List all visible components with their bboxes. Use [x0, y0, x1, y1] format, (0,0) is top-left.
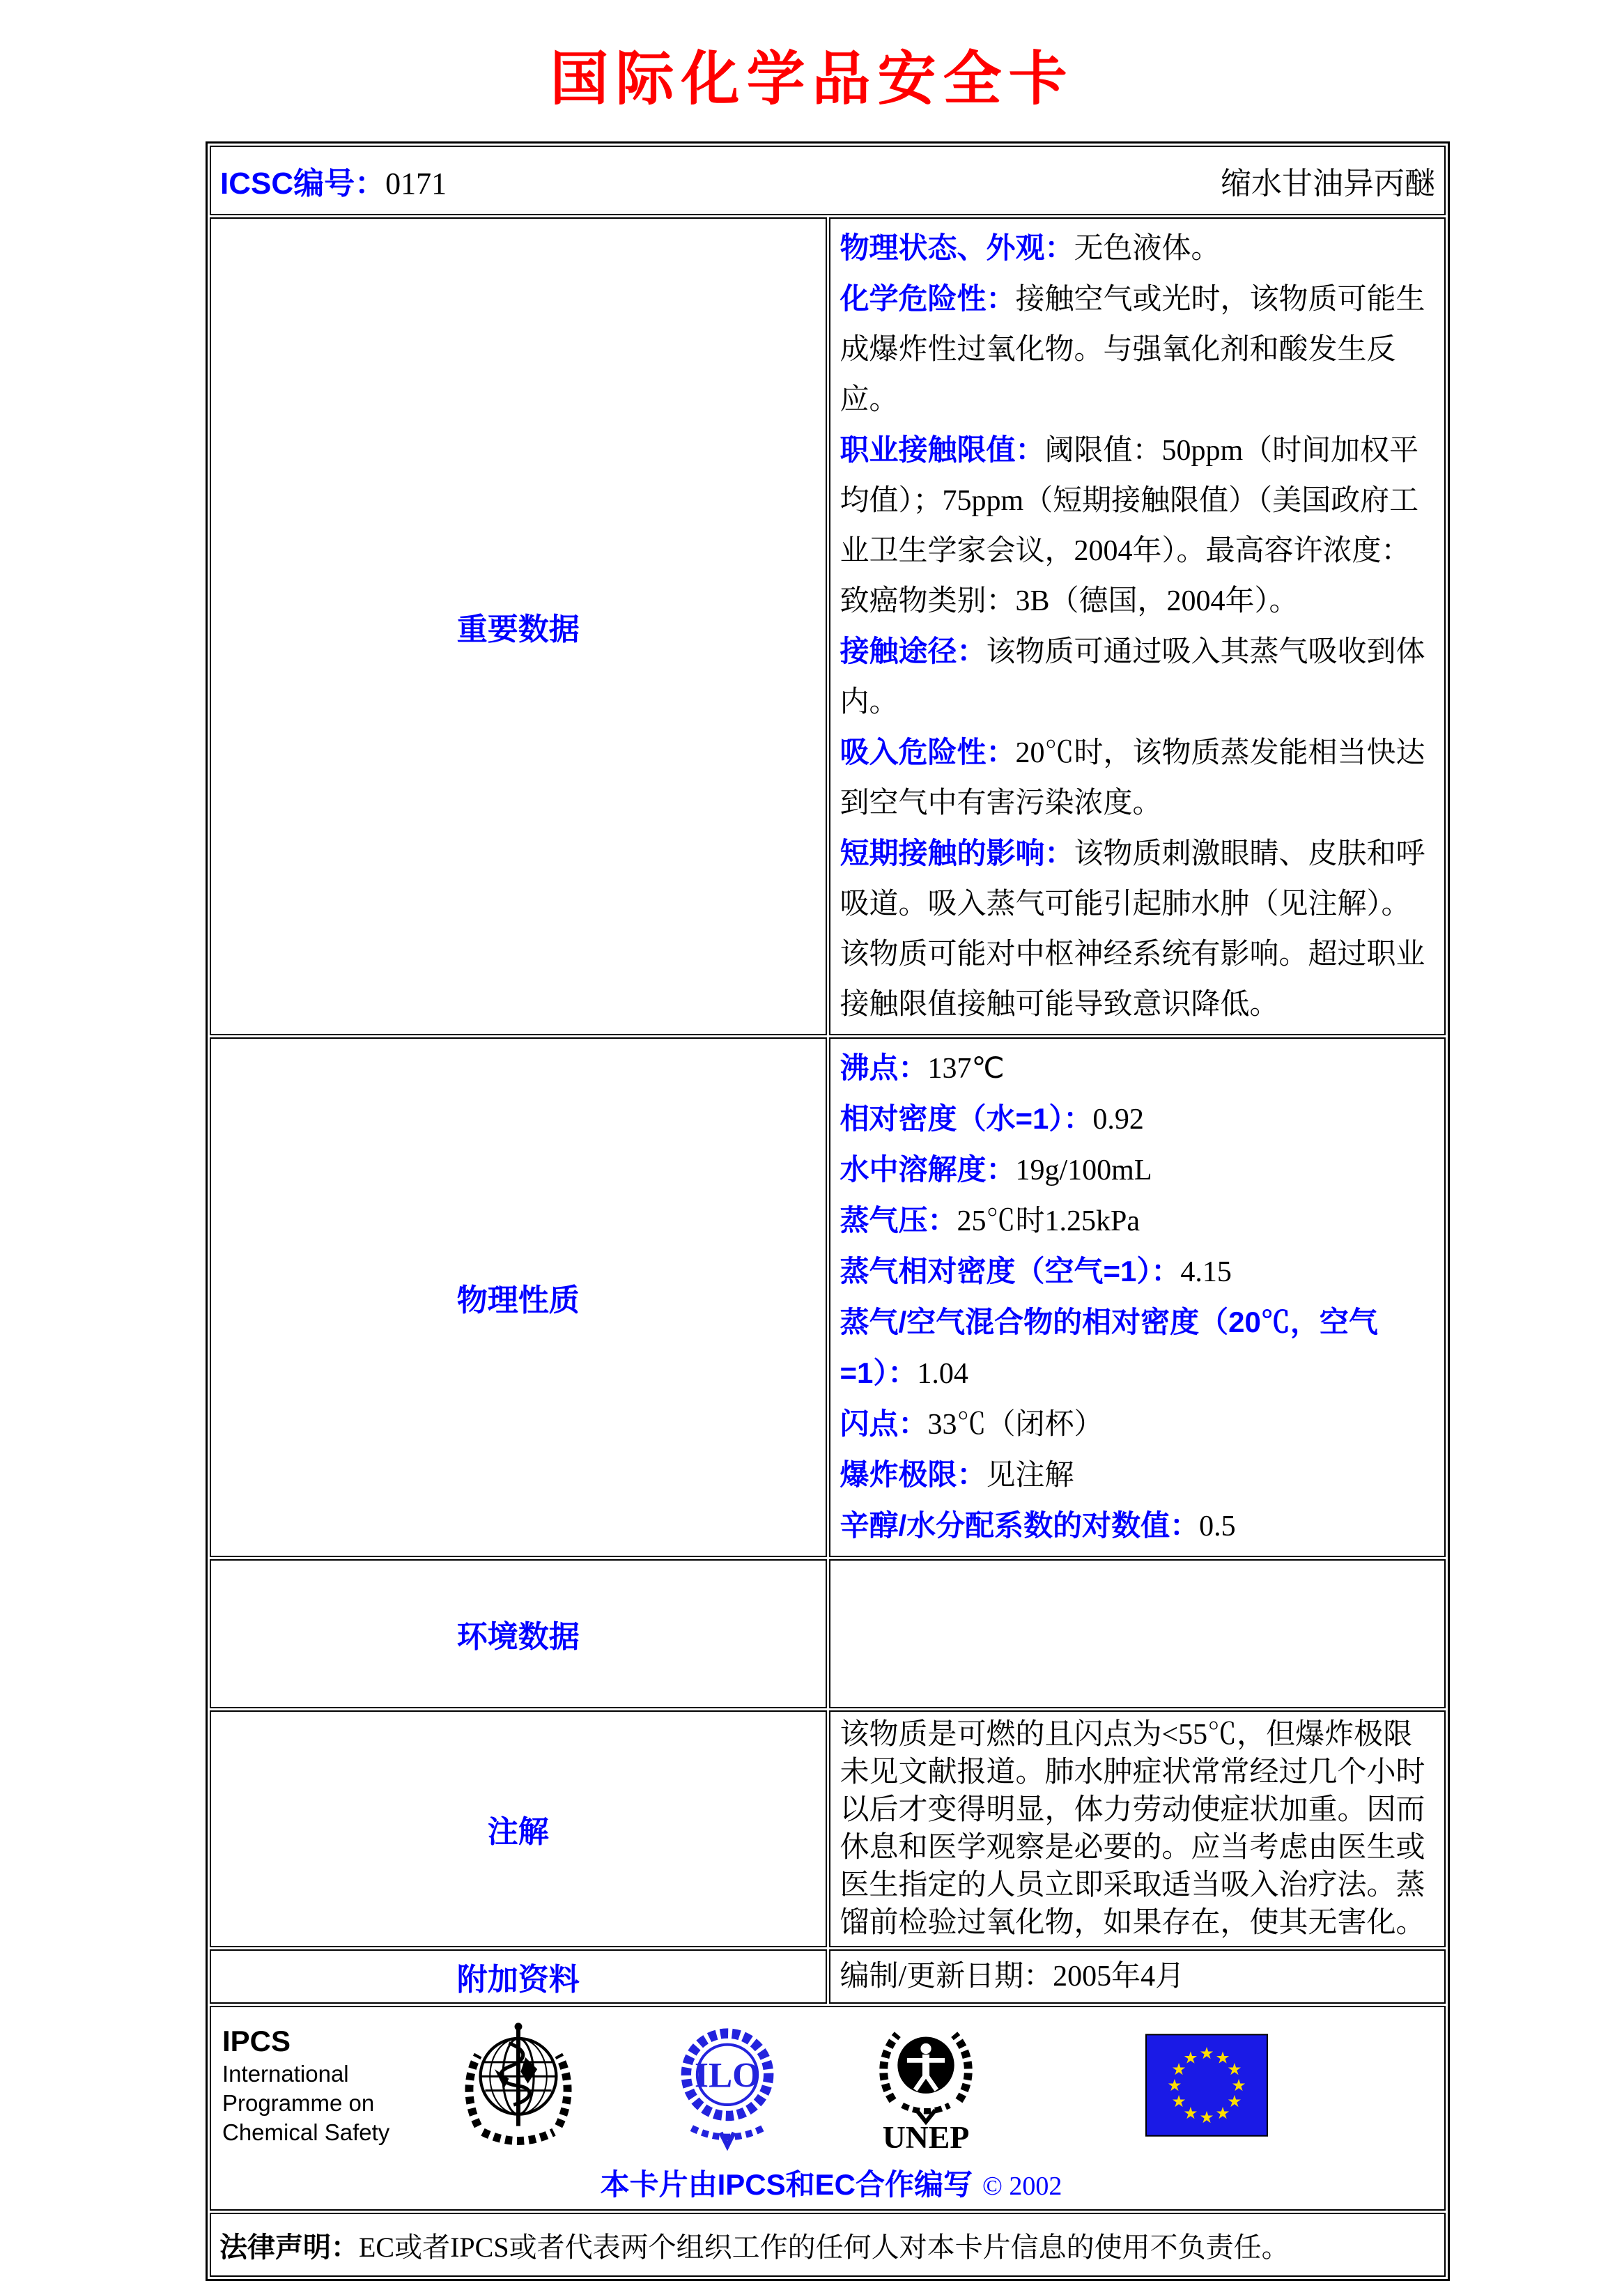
item-label: 辛醇/水分配系数的对数值：: [840, 1509, 1200, 1542]
unep-letters: UNEP: [882, 2119, 970, 2155]
icsc-safety-card-page: [0, 32, 1624, 2278]
item-label: 蒸气压：: [840, 1204, 957, 1237]
important-item: [840, 223, 1435, 274]
additional-info-section-label: 附加资料: [210, 1949, 827, 2004]
item-text: 该物质刺激眼睛、皮肤和呼吸道。吸入蒸气可能引起肺水肿（见注解）。该物质可能对中枢神经系统有影响。超过职业接触限值接触可能导致意识降低。: [840, 838, 1425, 1021]
physical-item: [840, 1094, 1435, 1145]
environmental-data-content: [829, 1559, 1446, 1708]
notes-content: 该物质是可燃的且闪点为<55℃，但爆炸极限未见文献报道。肺水肿症状常常经过几个小时以后才变得明显，体力劳动使症状加重。因而休息和医学观察是必要的。应当考虑由医生或医生指定的人员立即采取适当吸入治疗法。蒸馏前检验过氧化物，如果存在，使其无害化。: [829, 1710, 1446, 1947]
svg-text:★: ★: [1183, 2048, 1198, 2068]
svg-text:★: ★: [1171, 2091, 1186, 2112]
item-label: 沸点：: [840, 1051, 928, 1084]
important-item: [840, 828, 1435, 1030]
svg-text:★: ★: [1199, 2108, 1214, 2128]
physical-item: [840, 1297, 1435, 1399]
item-text: 阈限值：50ppm（时间加权平均值）；75ppm（短期接触限值）（美国政府工业卫生学家会议，2004年）。最高容许浓度：致癌物类别：3B（德国，2004年）。: [840, 435, 1419, 617]
ilo-logo: [672, 2018, 783, 2152]
physical-item: [840, 1450, 1435, 1501]
item-label: 爆炸极限：: [840, 1458, 987, 1491]
svg-text:★: ★: [1199, 2043, 1214, 2064]
header-bar: [212, 158, 1444, 203]
physical-item: [840, 1043, 1435, 1094]
important-item: [840, 425, 1435, 626]
physical-properties-content: [829, 1037, 1446, 1557]
who-logo: [459, 2017, 578, 2154]
item-text: 19g/100mL: [1015, 1154, 1152, 1186]
item-label: 接触途径：: [840, 635, 987, 667]
environmental-data-row: [210, 1559, 1446, 1708]
physical-item: [840, 1501, 1435, 1552]
icsc-number-group: [220, 158, 447, 203]
notes-section-label: 注解: [210, 1710, 827, 1947]
svg-text:★: ★: [1215, 2048, 1230, 2068]
important-item: [840, 274, 1435, 425]
physical-properties-row: [210, 1037, 1446, 1557]
item-text: 接触空气或光时，该物质可能生成爆炸性过氧化物。与强氧化剂和酸发生反应。: [840, 284, 1425, 416]
credit-text: 本卡片由IPCS和EC合作编写: [600, 2168, 973, 2201]
eu-flag: [1145, 2034, 1268, 2137]
svg-text:★: ★: [1215, 2103, 1230, 2124]
item-text: 4.15: [1180, 1256, 1232, 1288]
physical-item: [840, 1399, 1435, 1450]
important-data-row: [210, 217, 1446, 1035]
item-label: 物理状态、外观：: [840, 231, 1074, 264]
item-label: 闪点：: [840, 1407, 928, 1440]
copyright-text: © 2002: [982, 2172, 1062, 2201]
item-label: 相对密度（水=1）：: [840, 1102, 1093, 1135]
page-title: 国际化学品安全卡: [550, 47, 1074, 112]
svg-text:★: ★: [1183, 2103, 1198, 2124]
footer-logos-row: [210, 2006, 1446, 2211]
ipcs-subtitle-line3: Chemical Safety: [222, 2119, 390, 2145]
item-text: 该物质可通过吸入其蒸气吸收到体内。: [840, 636, 1425, 718]
ipcs-title: IPCS: [222, 2025, 291, 2057]
chemical-name: 缩水甘油异丙醚: [1221, 167, 1435, 201]
credit-line: [218, 2162, 1444, 2204]
item-label: 吸入危险性：: [840, 736, 1016, 768]
item-text: 25℃时1.25kPa: [957, 1205, 1140, 1237]
environmental-data-section-label: 环境数据: [210, 1559, 827, 1708]
item-text: 见注解: [986, 1460, 1074, 1492]
important-data-content: [829, 217, 1446, 1035]
svg-text:★: ★: [1167, 2075, 1182, 2096]
item-label: 短期接触的影响：: [840, 837, 1074, 869]
svg-text:★: ★: [1171, 2059, 1186, 2080]
ipcs-subtitle-line2: Programme on: [222, 2090, 375, 2116]
item-text: 20℃时，该物质蒸发能相当快达到空气中有害污染浓度。: [840, 737, 1425, 819]
ilo-letters: ILO: [695, 2055, 760, 2096]
ipcs-text-block: [222, 2023, 417, 2147]
physical-item: [840, 1196, 1435, 1246]
legal-notice-label: 法律声明：: [219, 2232, 359, 2263]
additional-info-row: [210, 1949, 1446, 2004]
notes-row: [210, 1710, 1446, 1947]
physical-item: [840, 1145, 1435, 1196]
item-text: 137℃: [927, 1053, 1005, 1085]
item-text: 无色液体。: [1074, 233, 1221, 265]
important-item: [840, 727, 1435, 828]
item-label: 化学危险性：: [840, 282, 1016, 315]
item-label: 水中溶解度：: [840, 1153, 1016, 1186]
legal-notice-text: EC或者IPCS或者代表两个组织工作的任何人对本卡片信息的使用不负责任。: [359, 2231, 1290, 2263]
logo-row: [218, 2016, 1444, 2155]
item-text: 0.5: [1199, 1510, 1236, 1542]
icsc-number-label: ICSC编号：: [220, 167, 386, 201]
item-label: 蒸气/空气混合物的相对密度（20℃，空气=1）：: [840, 1306, 1378, 1389]
unep-logo: [867, 2016, 985, 2155]
card-container: [206, 141, 1450, 2281]
svg-text:★: ★: [1227, 2091, 1242, 2112]
item-label: 职业接触限值：: [840, 433, 1045, 466]
svg-text:★: ★: [1231, 2075, 1246, 2096]
svg-text:★: ★: [1227, 2059, 1242, 2080]
physical-properties-section-label: 物理性质: [210, 1037, 827, 1557]
header-row: [210, 146, 1446, 215]
item-text: 0.92: [1092, 1104, 1144, 1136]
additional-info-content: 编制/更新日期：2005年4月: [829, 1949, 1446, 2004]
ipcs-subtitle-line1: International: [222, 2061, 349, 2087]
physical-item: [840, 1246, 1435, 1297]
legal-notice-row: [210, 2213, 1446, 2277]
item-label: 蒸气相对密度（空气=1）：: [840, 1255, 1181, 1288]
icsc-card-table: [206, 141, 1450, 2281]
important-item: [840, 626, 1435, 727]
item-text: 33℃（闭杯）: [927, 1409, 1104, 1441]
icsc-number-value: 0171: [385, 167, 447, 201]
item-text: 1.04: [917, 1358, 968, 1390]
important-data-section-label: 重要数据: [210, 217, 827, 1035]
